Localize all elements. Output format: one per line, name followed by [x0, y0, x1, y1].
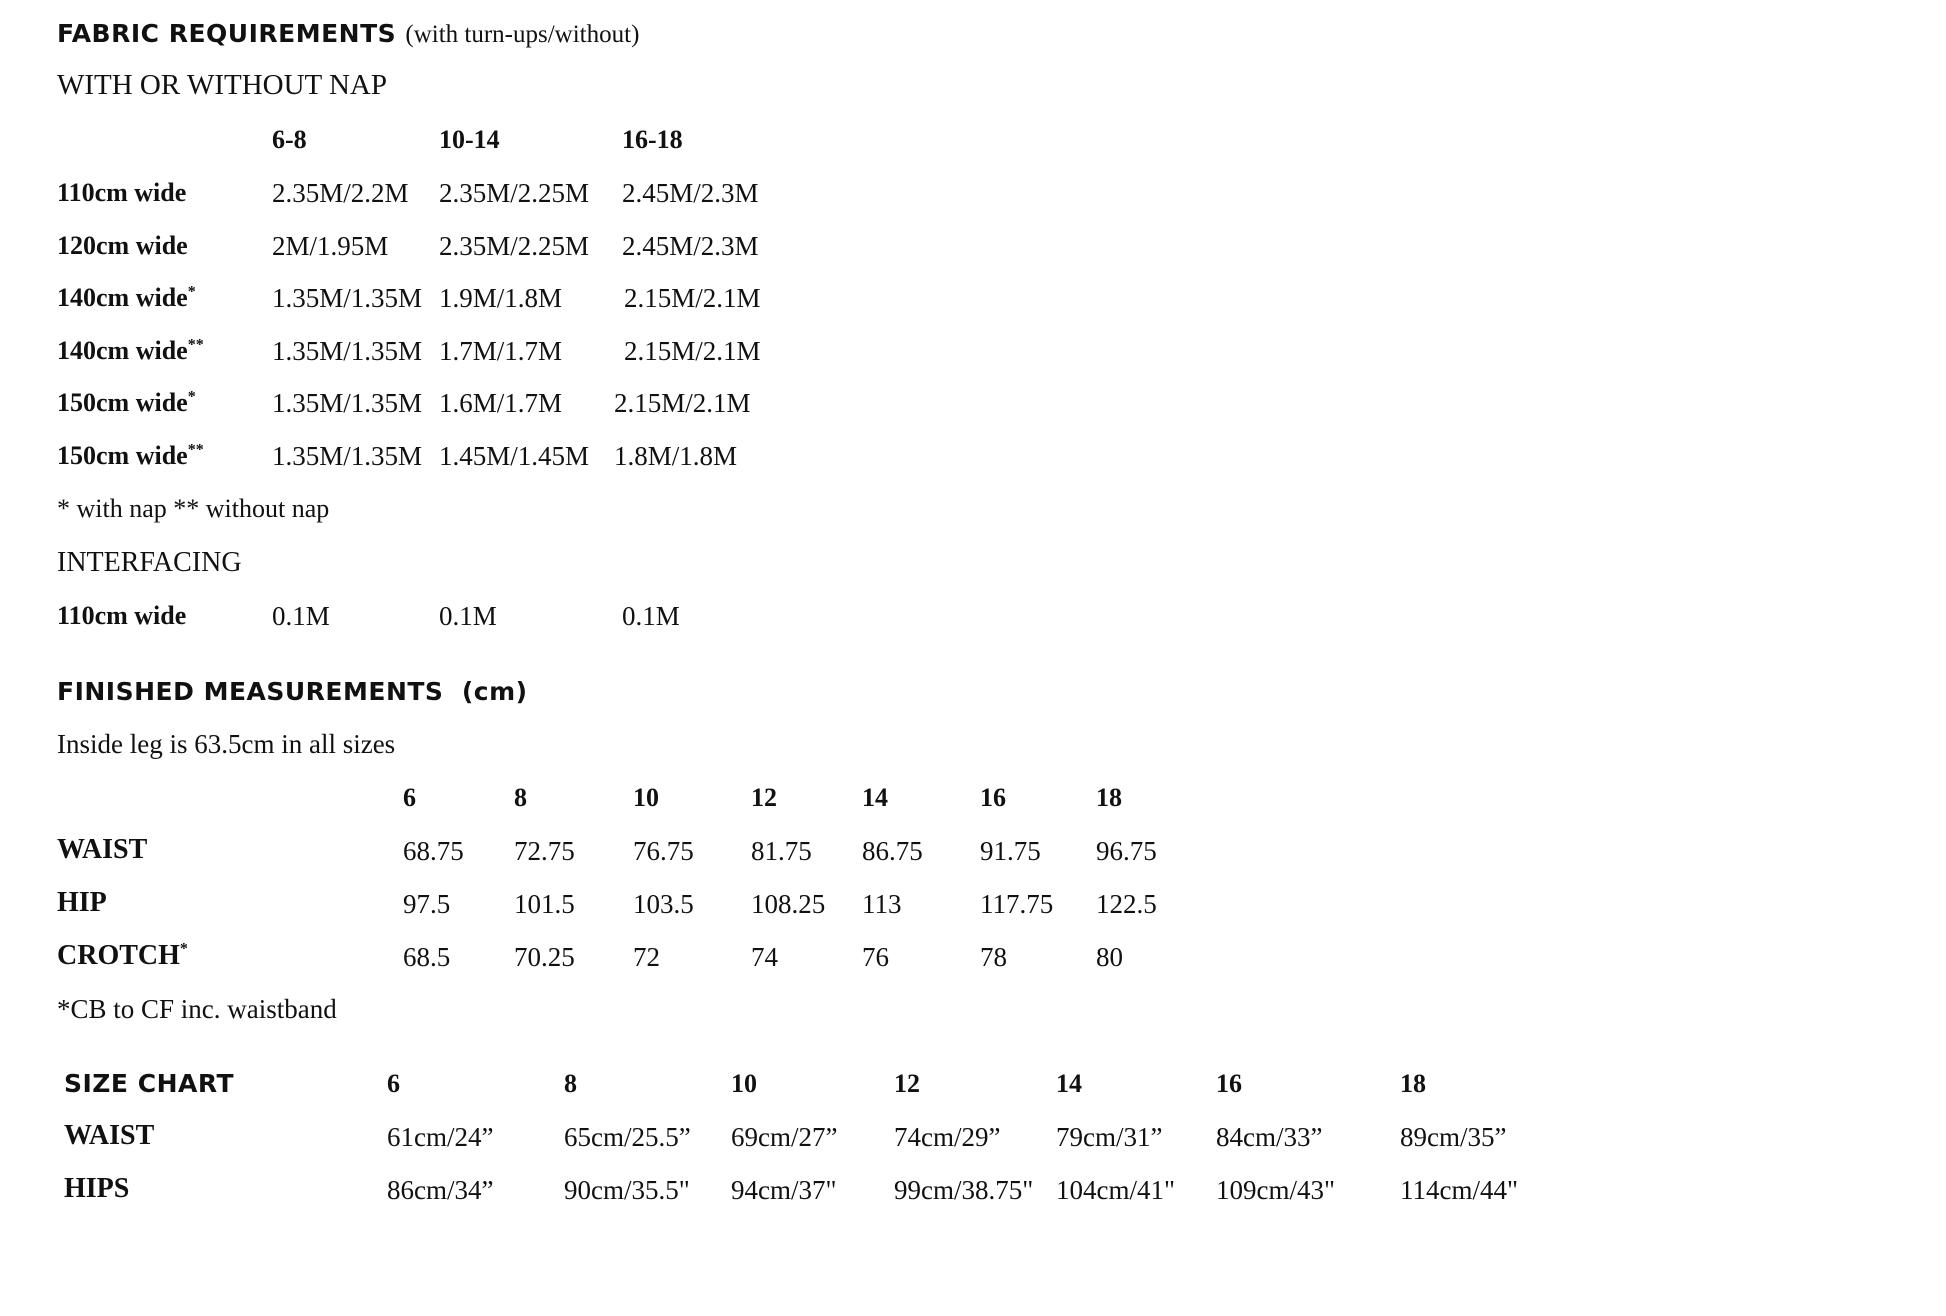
fabric-row-label: [57, 285, 196, 311]
fabric-cell: 1.6M/1.7M: [439, 388, 563, 418]
fabric-cell: 1.7M/1.7M: [439, 336, 563, 366]
interfacing-cell: 0.1M: [272, 601, 330, 631]
fabric-row-label: [57, 233, 188, 259]
finished-measurements-title: [57, 679, 528, 704]
size-chart-cell: 114cm/44": [1400, 1175, 1519, 1205]
finished-cell: 91.75: [980, 836, 1041, 866]
finished-cell: 117.75: [980, 889, 1054, 919]
finished-cell: 78: [980, 942, 1007, 972]
finished-size-header: 18: [1096, 783, 1122, 812]
fabric-row-label: [57, 338, 204, 364]
fabric-cell: 1.45M/1.45M: [439, 441, 590, 471]
finished-cell: 80: [1096, 942, 1123, 972]
fabric-row-mark: **: [187, 336, 204, 354]
finished-title-unit: (cm): [461, 677, 528, 706]
finished-cell: 97.5: [403, 889, 451, 919]
size-chart-header: 12: [894, 1069, 920, 1098]
finished-cell: 70.25: [514, 942, 575, 972]
finished-size-header: 6: [403, 783, 416, 812]
finished-row-label-text: CROTCH: [57, 940, 180, 971]
interfacing-row-label: 110cm wide: [57, 601, 187, 630]
fabric-cell: 1.9M/1.8M: [439, 283, 563, 313]
interfacing-cell: 0.1M: [622, 601, 680, 631]
finished-cell: 122.5: [1096, 889, 1157, 919]
finished-size-header: 14: [862, 783, 888, 812]
finished-cell: 76.75: [633, 836, 694, 866]
finished-size-header: 12: [751, 783, 777, 812]
fabric-size-header: 10-14: [439, 125, 500, 154]
finished-row-mark: *: [179, 940, 188, 958]
finished-cell: 113: [862, 889, 902, 919]
fabric-cell: 2.45M/2.3M: [622, 178, 759, 208]
fabric-title-note: (with turn-ups/without): [405, 21, 640, 48]
fabric-row-label-text: 140cm wide: [57, 336, 188, 365]
finished-size-header: 10: [633, 783, 659, 812]
finished-cell: 74: [751, 942, 778, 972]
size-chart-header: 8: [564, 1069, 577, 1098]
size-chart-cell: 69cm/27”: [731, 1122, 838, 1152]
size-chart-title: SIZE CHART: [64, 1069, 235, 1098]
finished-cell: 96.75: [1096, 836, 1157, 866]
size-chart-cell: 99cm/38.75": [894, 1175, 1034, 1205]
fabric-row-mark: **: [187, 441, 204, 459]
fabric-cell: 1.35M/1.35M: [272, 441, 423, 471]
finished-cell: 86.75: [862, 836, 923, 866]
finished-row-label: [57, 942, 188, 970]
fabric-cell: 2.35M/2.25M: [439, 231, 590, 261]
fabric-row-label-text: 150cm wide: [57, 388, 188, 417]
fabric-cell: 2.15M/2.1M: [614, 388, 751, 418]
fabric-title-text: FABRIC REQUIREMENTS: [57, 19, 397, 48]
finished-cell: 76: [862, 942, 889, 972]
size-chart-row-label: HIPS: [64, 1173, 130, 1204]
size-chart-cell: 90cm/35.5": [564, 1175, 690, 1205]
size-chart-cell: 84cm/33”: [1216, 1122, 1323, 1152]
fabric-cell: 2.35M/2.2M: [272, 178, 409, 208]
size-chart-cell: 109cm/43": [1216, 1175, 1336, 1205]
fabric-cell: 1.35M/1.35M: [272, 283, 423, 313]
size-chart-cell: 104cm/41": [1056, 1175, 1176, 1205]
size-chart-cell: 65cm/25.5”: [564, 1122, 691, 1152]
size-chart-header: 14: [1056, 1069, 1082, 1098]
finished-cell: 108.25: [751, 889, 826, 919]
finished-size-header: 8: [514, 783, 527, 812]
size-chart-header: 6: [387, 1069, 400, 1098]
fabric-row-mark: *: [187, 283, 196, 301]
fabric-size-header: 6-8: [272, 125, 307, 154]
finished-cell: 101.5: [514, 889, 575, 919]
fabric-row-mark: *: [187, 388, 196, 406]
fabric-row-label-text: 140cm wide: [57, 283, 188, 312]
finished-row-label-text: HIP: [57, 887, 107, 918]
inside-leg-note: Inside leg is 63.5cm in all sizes: [57, 729, 396, 759]
finished-cell: 72: [633, 942, 660, 972]
size-chart-cell: 89cm/35”: [1400, 1122, 1507, 1152]
interfacing-title: INTERFACING: [57, 547, 242, 578]
finished-cell: 68.75: [403, 836, 464, 866]
fabric-row-label-text: 110cm wide: [57, 178, 187, 207]
fabric-cell: 1.35M/1.35M: [272, 388, 423, 418]
fabric-requirements-title: [57, 21, 639, 47]
size-chart-header: 16: [1216, 1069, 1242, 1098]
finished-row-label: [57, 836, 147, 864]
size-chart-cell: 94cm/37": [731, 1175, 837, 1205]
fabric-row-label: [57, 180, 186, 206]
size-chart-row-label: WAIST: [64, 1120, 155, 1151]
fabric-cell: 2.35M/2.25M: [439, 178, 590, 208]
crotch-footnote: *CB to CF inc. waistband: [57, 994, 337, 1024]
finished-cell: 68.5: [403, 942, 451, 972]
size-chart-header: 18: [1400, 1069, 1426, 1098]
finished-row-label-text: WAIST: [57, 834, 148, 865]
fabric-cell: 1.8M/1.8M: [614, 441, 738, 471]
fabric-row-label: [57, 390, 196, 416]
fabric-cell: 2.15M/2.1M: [624, 283, 761, 313]
fabric-row-label: [57, 443, 204, 469]
interfacing-cell: 0.1M: [439, 601, 497, 631]
finished-row-label: [57, 889, 107, 917]
fabric-cell: 1.35M/1.35M: [272, 336, 423, 366]
fabric-row-label-text: 150cm wide: [57, 441, 188, 470]
size-chart-header: 10: [731, 1069, 757, 1098]
fabric-row-label-text: 120cm wide: [57, 231, 188, 260]
size-chart-cell: 86cm/34”: [387, 1175, 494, 1205]
fabric-cell: 2.15M/2.1M: [624, 336, 761, 366]
finished-size-header: 16: [980, 783, 1006, 812]
finished-cell: 72.75: [514, 836, 575, 866]
fabric-cell: 2.45M/2.3M: [622, 231, 759, 261]
finished-title-text: FINISHED MEASUREMENTS: [57, 677, 444, 706]
size-chart-cell: 61cm/24”: [387, 1122, 494, 1152]
nap-footnote: * with nap ** without nap: [57, 494, 330, 523]
size-chart-cell: 79cm/31”: [1056, 1122, 1163, 1152]
size-chart-cell: 74cm/29”: [894, 1122, 1001, 1152]
fabric-cell: 2M/1.95M: [272, 231, 389, 261]
finished-cell: 81.75: [751, 836, 812, 866]
fabric-size-header: 16-18: [622, 125, 683, 154]
finished-cell: 103.5: [633, 889, 694, 919]
nap-subtitle: WITH OR WITHOUT NAP: [57, 69, 387, 101]
